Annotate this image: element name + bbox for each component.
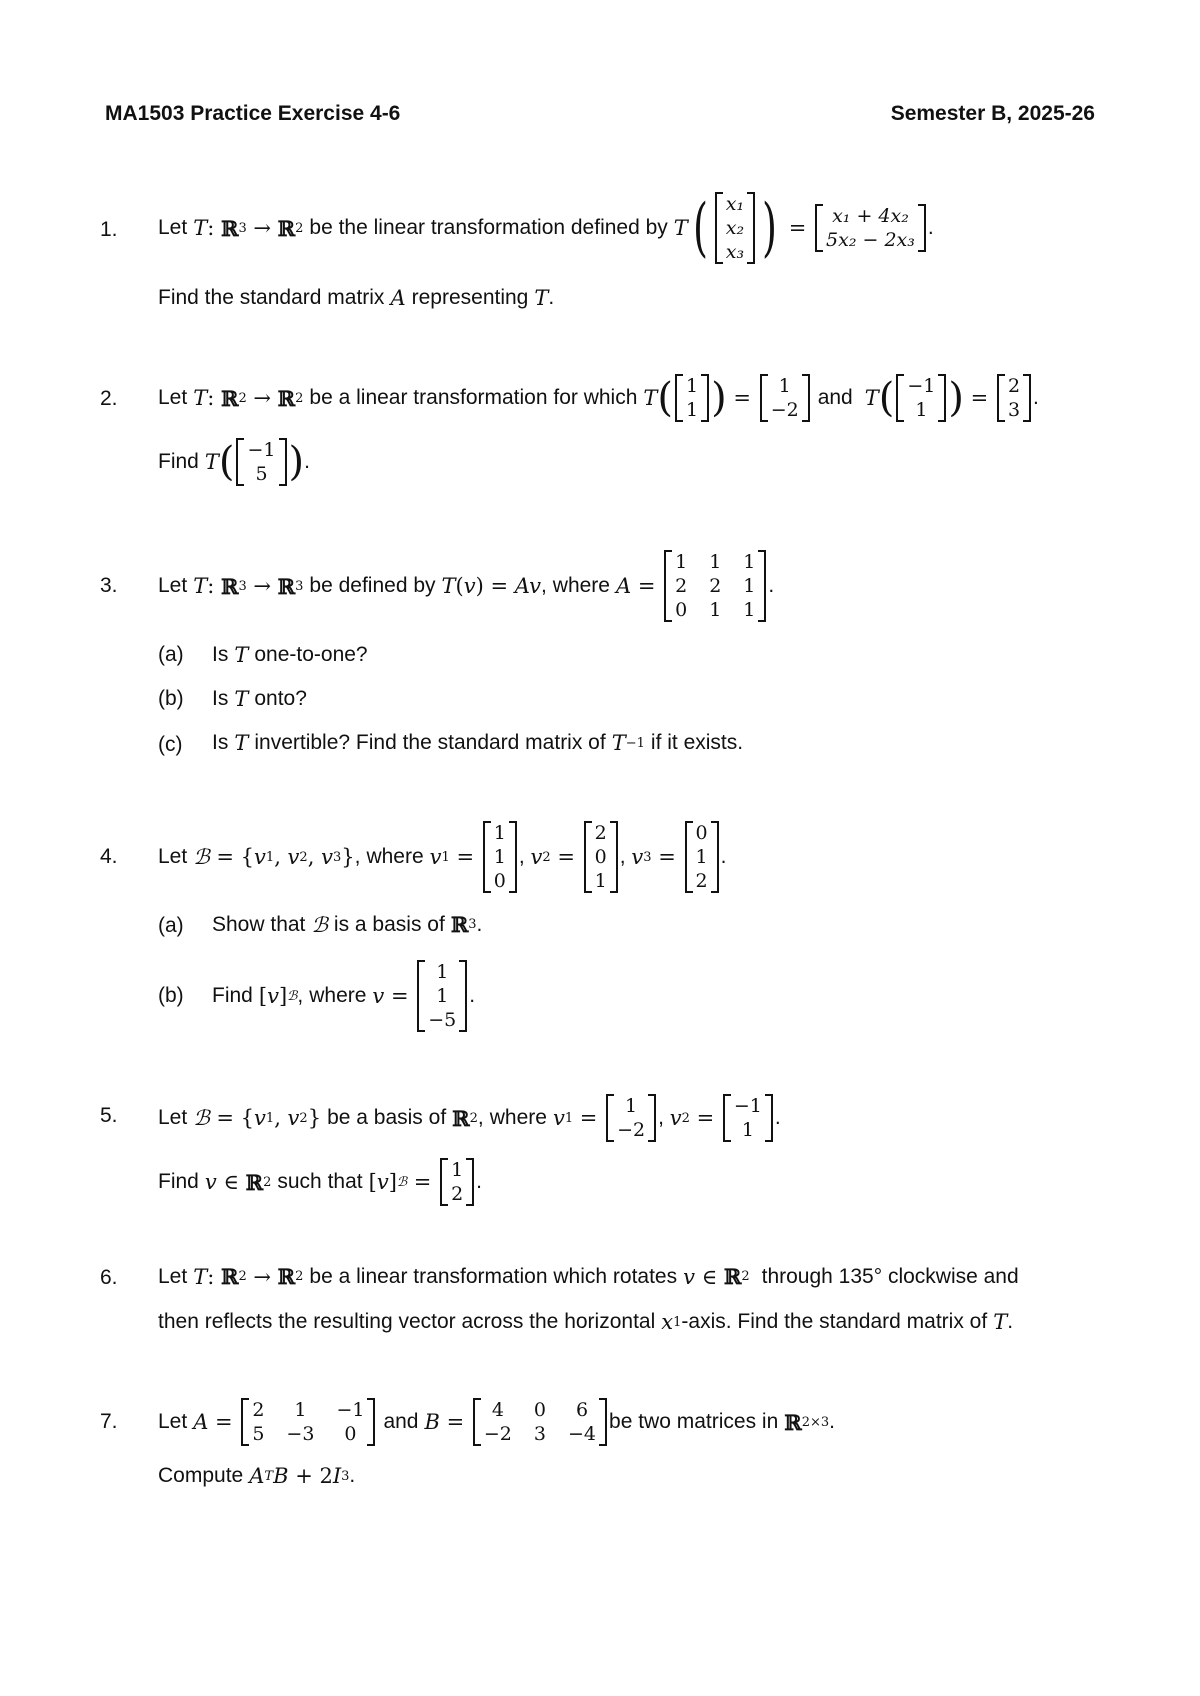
- part-a: Is T one-to-one?: [212, 643, 368, 667]
- question-6-line-2: then reflects the resulting vector across the horizontal x 1 -axis. Find the standard matrix of T .: [158, 1310, 1014, 1334]
- question-number: 7.: [100, 1410, 118, 1433]
- question-number: 4.: [100, 845, 118, 868]
- question-7-line-1: Let A = 2 1 −1 5 −3 0 and B = 4 0 6 −2 3 −4 be two matrices in ℝ 2×3 .: [158, 1399, 836, 1445]
- question-6-line-1: Let T : ℝ 2 → ℝ 2 be a linear transformation which rotates v ∈ ℝ 2 through 135° clockwise and: [158, 1264, 1019, 1289]
- question-1-line-2: Find the standard matrix A representing T .: [158, 286, 555, 310]
- output-vector: x₁ + 4x₂ 5x₂ − 2x₃: [815, 204, 926, 252]
- part-label: (c): [158, 733, 183, 756]
- question-number: 6.: [100, 1266, 118, 1289]
- matrix-a: 2 1 −1 5 −3 0: [241, 1398, 375, 1446]
- part-label: (a): [158, 914, 184, 937]
- part-label: (a): [158, 643, 184, 666]
- question-5-line-1: Let ℬ = { v 1 , v 2 } be a basis of ℝ 2 , where v 1 = 1 −2 , v 2 = −1 1 .: [158, 1095, 781, 1141]
- page-header: [105, 102, 1095, 132]
- question-number: 3.: [100, 574, 118, 597]
- question-5-line-2: Find v ∈ ℝ 2 such that [ v ] ℬ = 1 2 .: [158, 1159, 483, 1205]
- part-label: (b): [158, 687, 184, 710]
- matrix-b: 4 0 6 −2 3 −4: [473, 1398, 607, 1446]
- question-2-line-1: Let T : ℝ 2 → ℝ 2 be a linear transformation for which T ( 1 1 ) = 1 −2 and T ( −1 1 ) = 2 3 .: [158, 375, 1039, 421]
- matrix-a: 1 1 1 2 2 1 0 1 1: [664, 550, 766, 622]
- question-2-line-2: Find T ( −1 5 ) .: [158, 439, 310, 485]
- question-number: 2.: [100, 387, 118, 410]
- semester-label: Semester B, 2025-26: [890, 102, 1095, 125]
- question-3-line-1: Let T : ℝ 3 → ℝ 3 be defined by T ( v ) = Av , where A = 1 1 1 2 2 1 0 1 1 .: [158, 551, 775, 621]
- part-b: Is T onto?: [212, 687, 307, 711]
- part-b: Find [ v ] ℬ , where v = 1 1 −5 .: [212, 961, 476, 1031]
- part-a: Show that ℬ is a basis of ℝ 3 .: [212, 912, 483, 937]
- question-number: 1.: [100, 218, 118, 241]
- part-label: (b): [158, 984, 184, 1007]
- part-c: Is T invertible? Find the standard matrix of T −1 if it exists.: [212, 731, 744, 755]
- question-number: 5.: [100, 1104, 118, 1127]
- question-1-line-1: Let T : ℝ 3 → ℝ 2 be the linear transformation defined by T ( x₁ x₂ x₃ ) = x₁ + 4x₂ 5x₂ − 2x₃ .: [158, 191, 934, 265]
- question-7-line-2: Compute A T B + 2 I 3 .: [158, 1464, 356, 1488]
- course-title: MA1503 Practice Exercise 4-6: [105, 102, 401, 125]
- question-4-line-1: Let ℬ = { v 1 , v 2 , v 3 } , where v 1 = 1 1 0 , v 2 = 2 0 1 , v 3 = 0 1 2 .: [158, 822, 727, 892]
- input-vector: x₁ x₂ x₃: [715, 192, 755, 264]
